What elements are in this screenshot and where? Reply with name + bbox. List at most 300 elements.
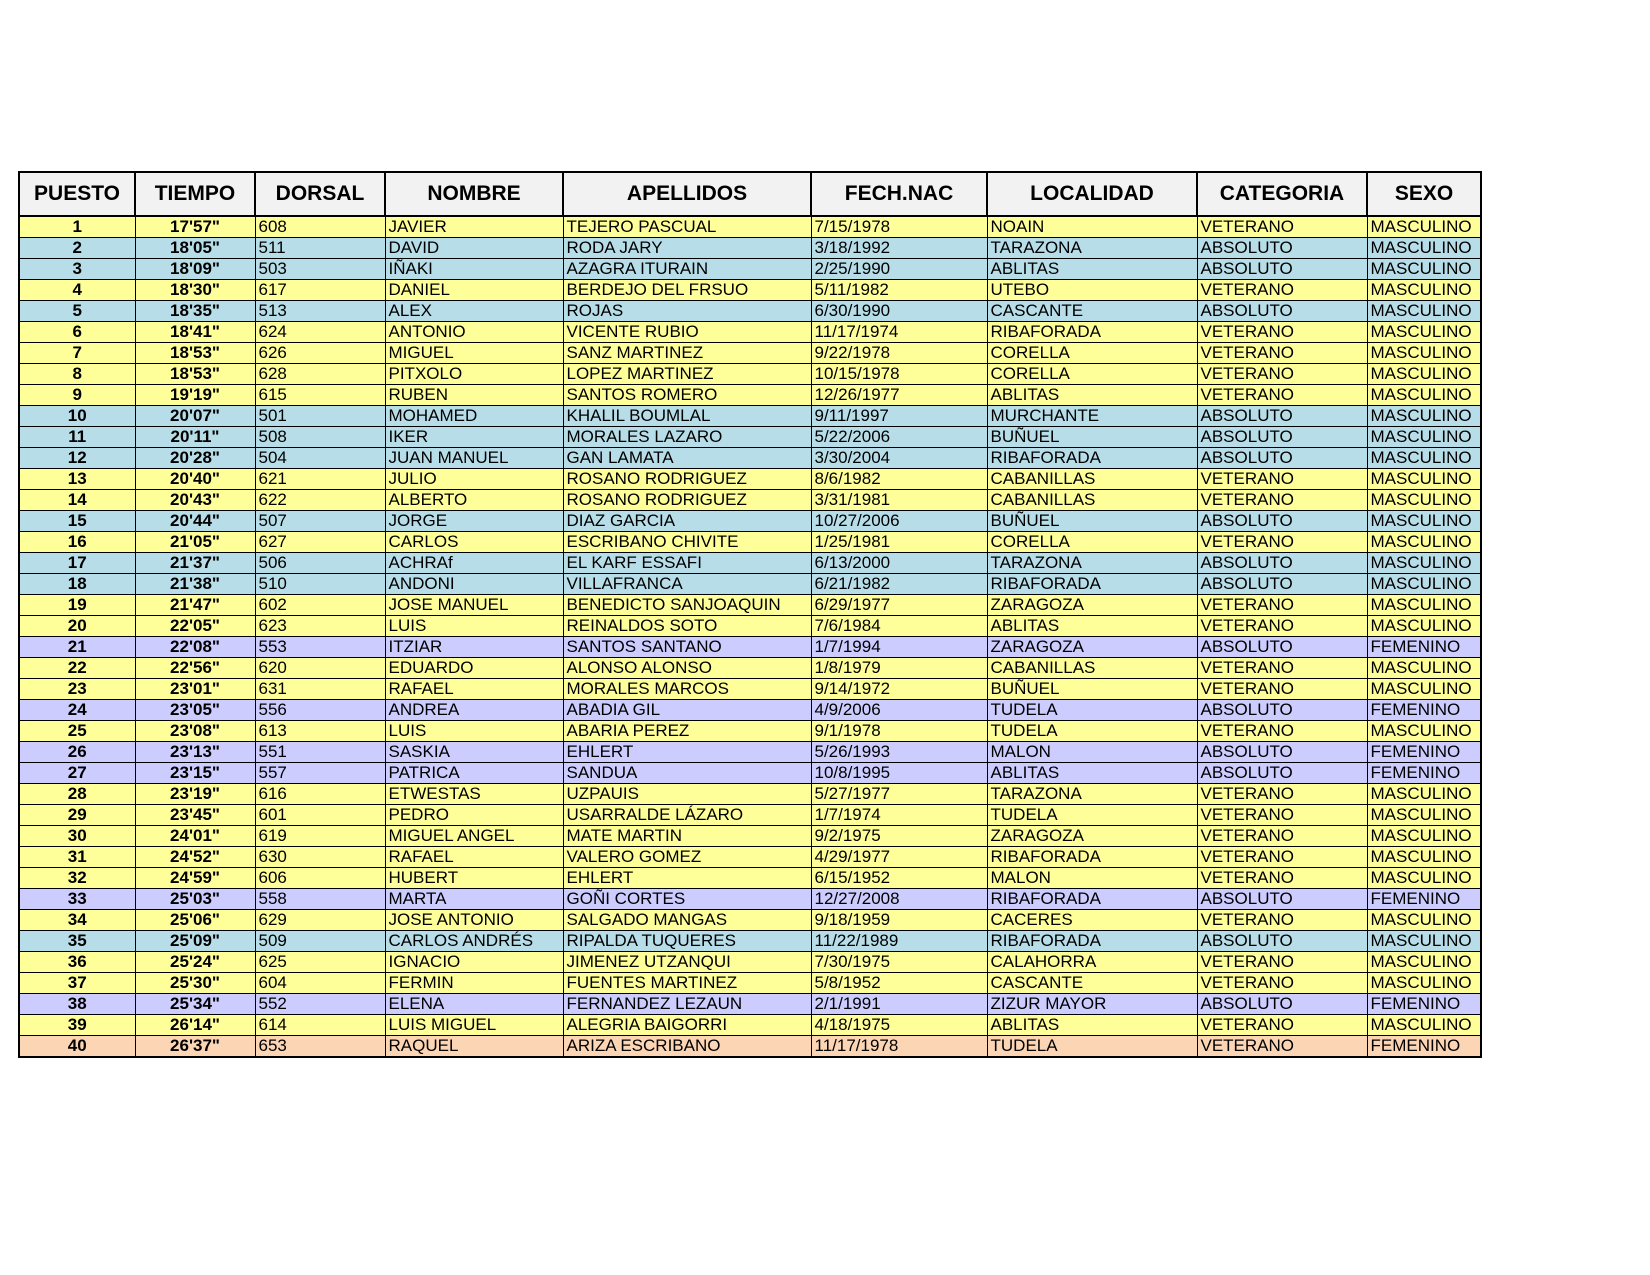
cell-dorsal: 623 bbox=[255, 616, 385, 637]
cell-apellidos: LOPEZ MARTINEZ bbox=[563, 364, 811, 385]
cell-nombre: PITXOLO bbox=[385, 364, 563, 385]
cell-puesto: 38 bbox=[19, 994, 135, 1015]
cell-apellidos: SALGADO MANGAS bbox=[563, 910, 811, 931]
cell-nombre: JOSE ANTONIO bbox=[385, 910, 563, 931]
table-row bbox=[19, 637, 1481, 658]
cell-apellidos: ROSANO RODRIGUEZ bbox=[563, 490, 811, 511]
cell-categoria: VETERANO bbox=[1197, 595, 1367, 616]
cell-apellidos: SANTOS ROMERO bbox=[563, 385, 811, 406]
cell-categoria: VETERANO bbox=[1197, 973, 1367, 994]
table-row bbox=[19, 595, 1481, 616]
cell-apellidos: ROJAS bbox=[563, 301, 811, 322]
cell-dorsal: 501 bbox=[255, 406, 385, 427]
cell-sexo: MASCULINO bbox=[1367, 406, 1481, 427]
cell-fech-nac: 10/8/1995 bbox=[811, 763, 987, 784]
cell-localidad: ABLITAS bbox=[987, 763, 1197, 784]
cell-apellidos: BENEDICTO SANJOAQUIN bbox=[563, 595, 811, 616]
cell-nombre: DANIEL bbox=[385, 280, 563, 301]
cell-dorsal: 626 bbox=[255, 343, 385, 364]
cell-sexo: MASCULINO bbox=[1367, 364, 1481, 385]
cell-nombre: FERMIN bbox=[385, 973, 563, 994]
header-localidad: LOCALIDAD bbox=[987, 172, 1197, 216]
cell-localidad: BUÑUEL bbox=[987, 427, 1197, 448]
table-row bbox=[19, 679, 1481, 700]
cell-sexo: MASCULINO bbox=[1367, 952, 1481, 973]
cell-sexo: FEMENINO bbox=[1367, 1036, 1481, 1058]
cell-puesto: 8 bbox=[19, 364, 135, 385]
cell-tiempo: 17'57" bbox=[135, 216, 255, 238]
table-row bbox=[19, 952, 1481, 973]
cell-localidad: TUDELA bbox=[987, 805, 1197, 826]
cell-sexo: MASCULINO bbox=[1367, 216, 1481, 238]
cell-puesto: 3 bbox=[19, 259, 135, 280]
cell-localidad: RIBAFORADA bbox=[987, 889, 1197, 910]
cell-categoria: VETERANO bbox=[1197, 784, 1367, 805]
table-row bbox=[19, 805, 1481, 826]
cell-tiempo: 23'45" bbox=[135, 805, 255, 826]
cell-dorsal: 625 bbox=[255, 952, 385, 973]
table-row bbox=[19, 469, 1481, 490]
cell-sexo: MASCULINO bbox=[1367, 616, 1481, 637]
cell-apellidos: EHLERT bbox=[563, 868, 811, 889]
cell-fech-nac: 7/6/1984 bbox=[811, 616, 987, 637]
cell-tiempo: 23'15" bbox=[135, 763, 255, 784]
cell-localidad: BUÑUEL bbox=[987, 679, 1197, 700]
cell-nombre: ELENA bbox=[385, 994, 563, 1015]
cell-dorsal: 557 bbox=[255, 763, 385, 784]
cell-tiempo: 19'19" bbox=[135, 385, 255, 406]
cell-apellidos: SANDUA bbox=[563, 763, 811, 784]
cell-localidad: CACERES bbox=[987, 910, 1197, 931]
cell-localidad: UTEBO bbox=[987, 280, 1197, 301]
cell-sexo: MASCULINO bbox=[1367, 868, 1481, 889]
cell-sexo: MASCULINO bbox=[1367, 385, 1481, 406]
cell-sexo: MASCULINO bbox=[1367, 553, 1481, 574]
cell-sexo: FEMENINO bbox=[1367, 637, 1481, 658]
cell-apellidos: MORALES MARCOS bbox=[563, 679, 811, 700]
table-row bbox=[19, 973, 1481, 994]
cell-puesto: 37 bbox=[19, 973, 135, 994]
cell-nombre: ANDONI bbox=[385, 574, 563, 595]
cell-fech-nac: 2/25/1990 bbox=[811, 259, 987, 280]
cell-apellidos: KHALIL BOUMLAL bbox=[563, 406, 811, 427]
cell-nombre: LUIS bbox=[385, 721, 563, 742]
cell-puesto: 20 bbox=[19, 616, 135, 637]
cell-localidad: CORELLA bbox=[987, 364, 1197, 385]
cell-apellidos: MORALES LAZARO bbox=[563, 427, 811, 448]
cell-sexo: MASCULINO bbox=[1367, 910, 1481, 931]
cell-puesto: 4 bbox=[19, 280, 135, 301]
cell-puesto: 23 bbox=[19, 679, 135, 700]
cell-sexo: MASCULINO bbox=[1367, 259, 1481, 280]
cell-apellidos: MATE MARTIN bbox=[563, 826, 811, 847]
cell-apellidos: USARRALDE LÁZARO bbox=[563, 805, 811, 826]
cell-tiempo: 24'52" bbox=[135, 847, 255, 868]
cell-sexo: MASCULINO bbox=[1367, 721, 1481, 742]
cell-tiempo: 25'09" bbox=[135, 931, 255, 952]
cell-dorsal: 558 bbox=[255, 889, 385, 910]
cell-categoria: ABSOLUTO bbox=[1197, 700, 1367, 721]
cell-fech-nac: 5/26/1993 bbox=[811, 742, 987, 763]
cell-nombre: JAVIER bbox=[385, 216, 563, 238]
cell-sexo: MASCULINO bbox=[1367, 826, 1481, 847]
cell-localidad: ABLITAS bbox=[987, 385, 1197, 406]
cell-puesto: 22 bbox=[19, 658, 135, 679]
cell-categoria: ABSOLUTO bbox=[1197, 637, 1367, 658]
header-dorsal: DORSAL bbox=[255, 172, 385, 216]
cell-dorsal: 629 bbox=[255, 910, 385, 931]
cell-dorsal: 601 bbox=[255, 805, 385, 826]
cell-tiempo: 22'05" bbox=[135, 616, 255, 637]
cell-dorsal: 553 bbox=[255, 637, 385, 658]
cell-nombre: IÑAKI bbox=[385, 259, 563, 280]
cell-nombre: JOSE MANUEL bbox=[385, 595, 563, 616]
cell-fech-nac: 1/7/1974 bbox=[811, 805, 987, 826]
cell-categoria: VETERANO bbox=[1197, 322, 1367, 343]
cell-categoria: VETERANO bbox=[1197, 490, 1367, 511]
cell-tiempo: 18'30" bbox=[135, 280, 255, 301]
header-apellidos: APELLIDOS bbox=[563, 172, 811, 216]
table-row bbox=[19, 448, 1481, 469]
cell-puesto: 21 bbox=[19, 637, 135, 658]
cell-puesto: 27 bbox=[19, 763, 135, 784]
cell-fech-nac: 9/18/1959 bbox=[811, 910, 987, 931]
cell-categoria: ABSOLUTO bbox=[1197, 889, 1367, 910]
cell-nombre: ETWESTAS bbox=[385, 784, 563, 805]
cell-nombre: SASKIA bbox=[385, 742, 563, 763]
cell-sexo: MASCULINO bbox=[1367, 280, 1481, 301]
cell-localidad: TUDELA bbox=[987, 1036, 1197, 1058]
table-row bbox=[19, 511, 1481, 532]
cell-tiempo: 20'11" bbox=[135, 427, 255, 448]
cell-tiempo: 25'30" bbox=[135, 973, 255, 994]
cell-apellidos: VALERO GOMEZ bbox=[563, 847, 811, 868]
cell-puesto: 6 bbox=[19, 322, 135, 343]
cell-apellidos: ROSANO RODRIGUEZ bbox=[563, 469, 811, 490]
cell-puesto: 35 bbox=[19, 931, 135, 952]
cell-puesto: 14 bbox=[19, 490, 135, 511]
cell-tiempo: 24'01" bbox=[135, 826, 255, 847]
cell-categoria: VETERANO bbox=[1197, 826, 1367, 847]
cell-localidad: CABANILLAS bbox=[987, 490, 1197, 511]
table-row bbox=[19, 910, 1481, 931]
cell-dorsal: 504 bbox=[255, 448, 385, 469]
cell-apellidos: VICENTE RUBIO bbox=[563, 322, 811, 343]
cell-fech-nac: 7/30/1975 bbox=[811, 952, 987, 973]
cell-apellidos: ARIZA ESCRIBANO bbox=[563, 1036, 811, 1058]
table-row bbox=[19, 427, 1481, 448]
table-row bbox=[19, 658, 1481, 679]
table-row bbox=[19, 216, 1481, 238]
cell-dorsal: 653 bbox=[255, 1036, 385, 1058]
cell-fech-nac: 4/18/1975 bbox=[811, 1015, 987, 1036]
header-puesto: PUESTO bbox=[19, 172, 135, 216]
cell-categoria: VETERANO bbox=[1197, 952, 1367, 973]
cell-nombre: JULIO bbox=[385, 469, 563, 490]
cell-sexo: MASCULINO bbox=[1367, 301, 1481, 322]
cell-fech-nac: 8/6/1982 bbox=[811, 469, 987, 490]
cell-dorsal: 613 bbox=[255, 721, 385, 742]
cell-localidad: CABANILLAS bbox=[987, 658, 1197, 679]
cell-categoria: VETERANO bbox=[1197, 910, 1367, 931]
cell-puesto: 29 bbox=[19, 805, 135, 826]
cell-localidad: ZARAGOZA bbox=[987, 595, 1197, 616]
cell-apellidos: GOÑI CORTES bbox=[563, 889, 811, 910]
cell-puesto: 1 bbox=[19, 216, 135, 238]
cell-puesto: 40 bbox=[19, 1036, 135, 1058]
cell-nombre: PATRICA bbox=[385, 763, 563, 784]
cell-fech-nac: 1/8/1979 bbox=[811, 658, 987, 679]
cell-dorsal: 631 bbox=[255, 679, 385, 700]
cell-nombre: ANTONIO bbox=[385, 322, 563, 343]
cell-sexo: MASCULINO bbox=[1367, 322, 1481, 343]
cell-apellidos: TEJERO PASCUAL bbox=[563, 216, 811, 238]
cell-apellidos: FUENTES MARTINEZ bbox=[563, 973, 811, 994]
header-categoria: CATEGORIA bbox=[1197, 172, 1367, 216]
cell-apellidos: DIAZ GARCIA bbox=[563, 511, 811, 532]
cell-localidad: ABLITAS bbox=[987, 1015, 1197, 1036]
table-row bbox=[19, 532, 1481, 553]
cell-apellidos: REINALDOS SOTO bbox=[563, 616, 811, 637]
cell-nombre: IKER bbox=[385, 427, 563, 448]
cell-puesto: 5 bbox=[19, 301, 135, 322]
cell-tiempo: 23'19" bbox=[135, 784, 255, 805]
cell-fech-nac: 11/17/1978 bbox=[811, 1036, 987, 1058]
cell-apellidos: RIPALDA TUQUERES bbox=[563, 931, 811, 952]
cell-fech-nac: 2/1/1991 bbox=[811, 994, 987, 1015]
cell-tiempo: 20'40" bbox=[135, 469, 255, 490]
cell-tiempo: 20'07" bbox=[135, 406, 255, 427]
cell-categoria: ABSOLUTO bbox=[1197, 553, 1367, 574]
cell-dorsal: 619 bbox=[255, 826, 385, 847]
cell-tiempo: 18'53" bbox=[135, 364, 255, 385]
cell-categoria: VETERANO bbox=[1197, 679, 1367, 700]
table-row bbox=[19, 322, 1481, 343]
cell-nombre: DAVID bbox=[385, 238, 563, 259]
cell-categoria: VETERANO bbox=[1197, 343, 1367, 364]
cell-sexo: MASCULINO bbox=[1367, 427, 1481, 448]
cell-apellidos: ALEGRIA BAIGORRI bbox=[563, 1015, 811, 1036]
cell-categoria: VETERANO bbox=[1197, 1036, 1367, 1058]
cell-fech-nac: 7/15/1978 bbox=[811, 216, 987, 238]
header-sexo: SEXO bbox=[1367, 172, 1481, 216]
cell-puesto: 26 bbox=[19, 742, 135, 763]
cell-tiempo: 21'47" bbox=[135, 595, 255, 616]
cell-nombre: HUBERT bbox=[385, 868, 563, 889]
cell-tiempo: 26'14" bbox=[135, 1015, 255, 1036]
cell-localidad: CASCANTE bbox=[987, 973, 1197, 994]
cell-localidad: MURCHANTE bbox=[987, 406, 1197, 427]
cell-sexo: FEMENINO bbox=[1367, 889, 1481, 910]
cell-apellidos: ESCRIBANO CHIVITE bbox=[563, 532, 811, 553]
cell-localidad: TUDELA bbox=[987, 700, 1197, 721]
cell-categoria: VETERANO bbox=[1197, 469, 1367, 490]
cell-puesto: 15 bbox=[19, 511, 135, 532]
cell-dorsal: 628 bbox=[255, 364, 385, 385]
cell-fech-nac: 5/22/2006 bbox=[811, 427, 987, 448]
cell-nombre: IGNACIO bbox=[385, 952, 563, 973]
cell-fech-nac: 12/27/2008 bbox=[811, 889, 987, 910]
cell-fech-nac: 6/15/1952 bbox=[811, 868, 987, 889]
cell-localidad: NOAIN bbox=[987, 216, 1197, 238]
cell-localidad: MALON bbox=[987, 742, 1197, 763]
cell-dorsal: 620 bbox=[255, 658, 385, 679]
cell-tiempo: 18'05" bbox=[135, 238, 255, 259]
cell-apellidos: SANTOS SANTANO bbox=[563, 637, 811, 658]
cell-categoria: ABSOLUTO bbox=[1197, 994, 1367, 1015]
cell-puesto: 33 bbox=[19, 889, 135, 910]
table-row bbox=[19, 868, 1481, 889]
cell-nombre: ALBERTO bbox=[385, 490, 563, 511]
cell-categoria: VETERANO bbox=[1197, 658, 1367, 679]
table-row bbox=[19, 343, 1481, 364]
cell-dorsal: 506 bbox=[255, 553, 385, 574]
cell-nombre: CARLOS ANDRÉS bbox=[385, 931, 563, 952]
cell-puesto: 10 bbox=[19, 406, 135, 427]
cell-fech-nac: 9/2/1975 bbox=[811, 826, 987, 847]
cell-categoria: VETERANO bbox=[1197, 280, 1367, 301]
cell-fech-nac: 3/30/2004 bbox=[811, 448, 987, 469]
cell-fech-nac: 3/18/1992 bbox=[811, 238, 987, 259]
cell-dorsal: 602 bbox=[255, 595, 385, 616]
cell-dorsal: 617 bbox=[255, 280, 385, 301]
cell-localidad: RIBAFORADA bbox=[987, 322, 1197, 343]
cell-localidad: TUDELA bbox=[987, 721, 1197, 742]
cell-sexo: MASCULINO bbox=[1367, 847, 1481, 868]
cell-apellidos: ALONSO ALONSO bbox=[563, 658, 811, 679]
cell-tiempo: 25'06" bbox=[135, 910, 255, 931]
cell-sexo: FEMENINO bbox=[1367, 742, 1481, 763]
table-row bbox=[19, 259, 1481, 280]
cell-fech-nac: 11/22/1989 bbox=[811, 931, 987, 952]
header-nombre: NOMBRE bbox=[385, 172, 563, 216]
cell-puesto: 18 bbox=[19, 574, 135, 595]
cell-localidad: RIBAFORADA bbox=[987, 448, 1197, 469]
cell-nombre: ACHRAf bbox=[385, 553, 563, 574]
cell-localidad: ABLITAS bbox=[987, 259, 1197, 280]
cell-categoria: ABSOLUTO bbox=[1197, 763, 1367, 784]
cell-nombre: PEDRO bbox=[385, 805, 563, 826]
table-row bbox=[19, 574, 1481, 595]
cell-apellidos: EHLERT bbox=[563, 742, 811, 763]
cell-categoria: VETERANO bbox=[1197, 1015, 1367, 1036]
table-row bbox=[19, 889, 1481, 910]
cell-categoria: ABSOLUTO bbox=[1197, 259, 1367, 280]
cell-sexo: FEMENINO bbox=[1367, 763, 1481, 784]
cell-fech-nac: 3/31/1981 bbox=[811, 490, 987, 511]
cell-tiempo: 23'13" bbox=[135, 742, 255, 763]
cell-tiempo: 24'59" bbox=[135, 868, 255, 889]
table-row bbox=[19, 721, 1481, 742]
cell-fech-nac: 4/29/1977 bbox=[811, 847, 987, 868]
cell-apellidos: AZAGRA ITURAIN bbox=[563, 259, 811, 280]
cell-tiempo: 21'05" bbox=[135, 532, 255, 553]
table-row bbox=[19, 784, 1481, 805]
cell-sexo: FEMENINO bbox=[1367, 994, 1481, 1015]
cell-fech-nac: 5/11/1982 bbox=[811, 280, 987, 301]
cell-tiempo: 23'05" bbox=[135, 700, 255, 721]
cell-fech-nac: 6/13/2000 bbox=[811, 553, 987, 574]
cell-tiempo: 20'28" bbox=[135, 448, 255, 469]
cell-nombre: MIGUEL ANGEL bbox=[385, 826, 563, 847]
cell-apellidos: GAN LAMATA bbox=[563, 448, 811, 469]
cell-sexo: MASCULINO bbox=[1367, 679, 1481, 700]
cell-nombre: ITZIAR bbox=[385, 637, 563, 658]
cell-puesto: 11 bbox=[19, 427, 135, 448]
table-row bbox=[19, 700, 1481, 721]
cell-dorsal: 513 bbox=[255, 301, 385, 322]
cell-localidad: ABLITAS bbox=[987, 616, 1197, 637]
cell-puesto: 36 bbox=[19, 952, 135, 973]
cell-tiempo: 26'37" bbox=[135, 1036, 255, 1058]
cell-dorsal: 551 bbox=[255, 742, 385, 763]
cell-categoria: ABSOLUTO bbox=[1197, 301, 1367, 322]
cell-dorsal: 604 bbox=[255, 973, 385, 994]
cell-puesto: 2 bbox=[19, 238, 135, 259]
cell-fech-nac: 9/11/1997 bbox=[811, 406, 987, 427]
cell-dorsal: 509 bbox=[255, 931, 385, 952]
cell-tiempo: 22'08" bbox=[135, 637, 255, 658]
cell-fech-nac: 5/27/1977 bbox=[811, 784, 987, 805]
cell-tiempo: 18'35" bbox=[135, 301, 255, 322]
cell-sexo: MASCULINO bbox=[1367, 784, 1481, 805]
cell-dorsal: 507 bbox=[255, 511, 385, 532]
cell-puesto: 25 bbox=[19, 721, 135, 742]
cell-fech-nac: 5/8/1952 bbox=[811, 973, 987, 994]
cell-nombre: MOHAMED bbox=[385, 406, 563, 427]
cell-sexo: MASCULINO bbox=[1367, 805, 1481, 826]
cell-dorsal: 552 bbox=[255, 994, 385, 1015]
header-tiempo: TIEMPO bbox=[135, 172, 255, 216]
cell-apellidos: VILLAFRANCA bbox=[563, 574, 811, 595]
cell-localidad: CALAHORRA bbox=[987, 952, 1197, 973]
cell-sexo: MASCULINO bbox=[1367, 238, 1481, 259]
cell-puesto: 13 bbox=[19, 469, 135, 490]
cell-categoria: VETERANO bbox=[1197, 847, 1367, 868]
cell-puesto: 28 bbox=[19, 784, 135, 805]
cell-sexo: MASCULINO bbox=[1367, 448, 1481, 469]
cell-tiempo: 22'56" bbox=[135, 658, 255, 679]
cell-categoria: VETERANO bbox=[1197, 216, 1367, 238]
cell-tiempo: 18'53" bbox=[135, 343, 255, 364]
cell-tiempo: 20'43" bbox=[135, 490, 255, 511]
table-row bbox=[19, 931, 1481, 952]
table-row bbox=[19, 994, 1481, 1015]
cell-fech-nac: 11/17/1974 bbox=[811, 322, 987, 343]
cell-apellidos: BERDEJO DEL FRSUO bbox=[563, 280, 811, 301]
cell-tiempo: 21'38" bbox=[135, 574, 255, 595]
cell-categoria: ABSOLUTO bbox=[1197, 406, 1367, 427]
cell-localidad: CASCANTE bbox=[987, 301, 1197, 322]
cell-categoria: ABSOLUTO bbox=[1197, 931, 1367, 952]
cell-fech-nac: 10/27/2006 bbox=[811, 511, 987, 532]
cell-apellidos: UZPAUIS bbox=[563, 784, 811, 805]
table-row bbox=[19, 847, 1481, 868]
cell-fech-nac: 6/30/1990 bbox=[811, 301, 987, 322]
cell-dorsal: 511 bbox=[255, 238, 385, 259]
cell-apellidos: EL KARF ESSAFI bbox=[563, 553, 811, 574]
cell-sexo: MASCULINO bbox=[1367, 532, 1481, 553]
table-row bbox=[19, 406, 1481, 427]
cell-dorsal: 624 bbox=[255, 322, 385, 343]
cell-dorsal: 621 bbox=[255, 469, 385, 490]
cell-tiempo: 23'01" bbox=[135, 679, 255, 700]
cell-sexo: FEMENINO bbox=[1367, 700, 1481, 721]
cell-categoria: ABSOLUTO bbox=[1197, 574, 1367, 595]
cell-fech-nac: 6/29/1977 bbox=[811, 595, 987, 616]
table-row bbox=[19, 301, 1481, 322]
cell-puesto: 32 bbox=[19, 868, 135, 889]
